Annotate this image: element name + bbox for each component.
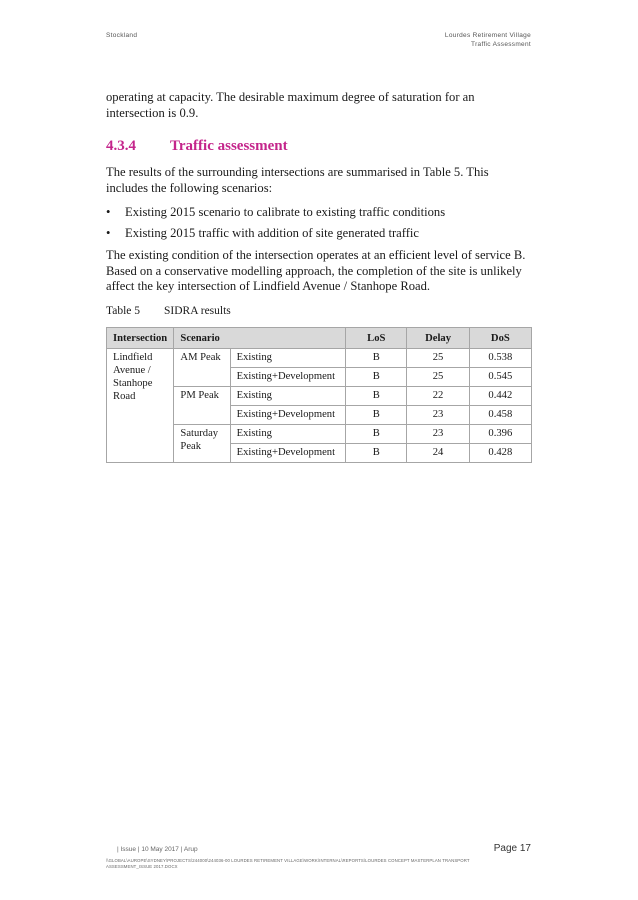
scenario-list (106, 205, 532, 241)
header-dos: DoS (469, 328, 531, 349)
footer-file-path: \\GLOBAL\AUROPE\SYDNEY\PROJECTS\244000\244036-00 LOURDES RETIREMENT VILLAGE\WORK\INTERNAL\REPORTS\LOURDES CONCEPT MASTERPLAN TRANSPORT ASSESSMENT_ISSUE 2017.DOCX (106, 858, 470, 869)
los-cell: B (346, 368, 407, 387)
dos-cell: 0.442 (469, 387, 531, 406)
period-cell: AM Peak (174, 349, 230, 387)
delay-cell: 22 (407, 387, 469, 406)
results-paragraph: The existing condition of the intersection operates at an efficient level of service B. Based on a conservative modelling approach, the completion of the site is unlikely affect the key intersection of Lindfield Avenue / Stanhope Road. (106, 248, 526, 293)
section-heading (106, 137, 532, 155)
footer-issue-info: | Issue | 10 May 2017 | Arup (117, 846, 198, 853)
header-project-title: Lourdes Retirement Village (444, 32, 531, 39)
header-scenario: Scenario (174, 328, 346, 349)
intro-paragraph: operating at capacity. The desirable maximum degree of saturation for an intersection is 0.9. (106, 90, 475, 120)
los-cell: B (346, 406, 407, 425)
intersection-cell: Lindfield Avenue / Stanhope Road (107, 349, 174, 463)
period-cell: PM Peak (174, 387, 230, 425)
scenario-cell: Existing+Development (230, 444, 346, 463)
table-title: SIDRA results (164, 304, 231, 317)
dos-cell: 0.396 (469, 425, 531, 444)
dos-cell: 0.538 (469, 349, 531, 368)
header-intersection: Intersection (107, 328, 174, 349)
list-item-text: Existing 2015 scenario to calibrate to existing traffic conditions (125, 205, 446, 219)
scenario-cell: Existing (230, 387, 346, 406)
header-document-info (445, 31, 531, 49)
header-delay: Delay (407, 328, 469, 349)
table-header-row (107, 328, 532, 349)
period-cell: Saturday Peak (174, 425, 230, 463)
section-title: Traffic assessment (170, 138, 288, 154)
page-content (106, 90, 532, 463)
dos-cell: 0.428 (469, 444, 531, 463)
list-item (106, 205, 532, 221)
scenarios-paragraph: The results of the surrounding intersections are summarised in Table 5. This includes the following scenarios: (106, 165, 489, 195)
list-item (106, 226, 532, 242)
header-los: LoS (346, 328, 407, 349)
header-report-title: Traffic Assessment (471, 41, 531, 48)
scenario-cell: Existing (230, 349, 346, 368)
table-row (107, 349, 532, 368)
bullet-icon: • (106, 225, 111, 240)
scenario-cell: Existing+Development (230, 406, 346, 425)
table-number: Table 5 (106, 304, 141, 317)
sidra-results-table (106, 327, 532, 463)
delay-cell: 23 (407, 406, 469, 425)
los-cell: B (346, 387, 407, 406)
dos-cell: 0.458 (469, 406, 531, 425)
los-cell: B (346, 349, 407, 368)
delay-cell: 23 (407, 425, 469, 444)
los-cell: B (346, 444, 407, 463)
section-number: 4.3.4 (106, 138, 136, 154)
page-number: Page 17 (493, 843, 531, 854)
scenario-cell: Existing (230, 425, 346, 444)
dos-cell: 0.545 (469, 368, 531, 387)
bullet-icon: • (106, 205, 111, 219)
header-organisation: Stockland (106, 32, 138, 39)
delay-cell: 25 (407, 368, 469, 387)
table-caption (106, 304, 532, 320)
list-item-text: Existing 2015 traffic with addition of site generated traffic (125, 225, 420, 240)
delay-cell: 24 (407, 444, 469, 463)
los-cell: B (346, 425, 407, 444)
delay-cell: 25 (407, 349, 469, 368)
scenario-cell: Existing+Development (230, 368, 346, 387)
